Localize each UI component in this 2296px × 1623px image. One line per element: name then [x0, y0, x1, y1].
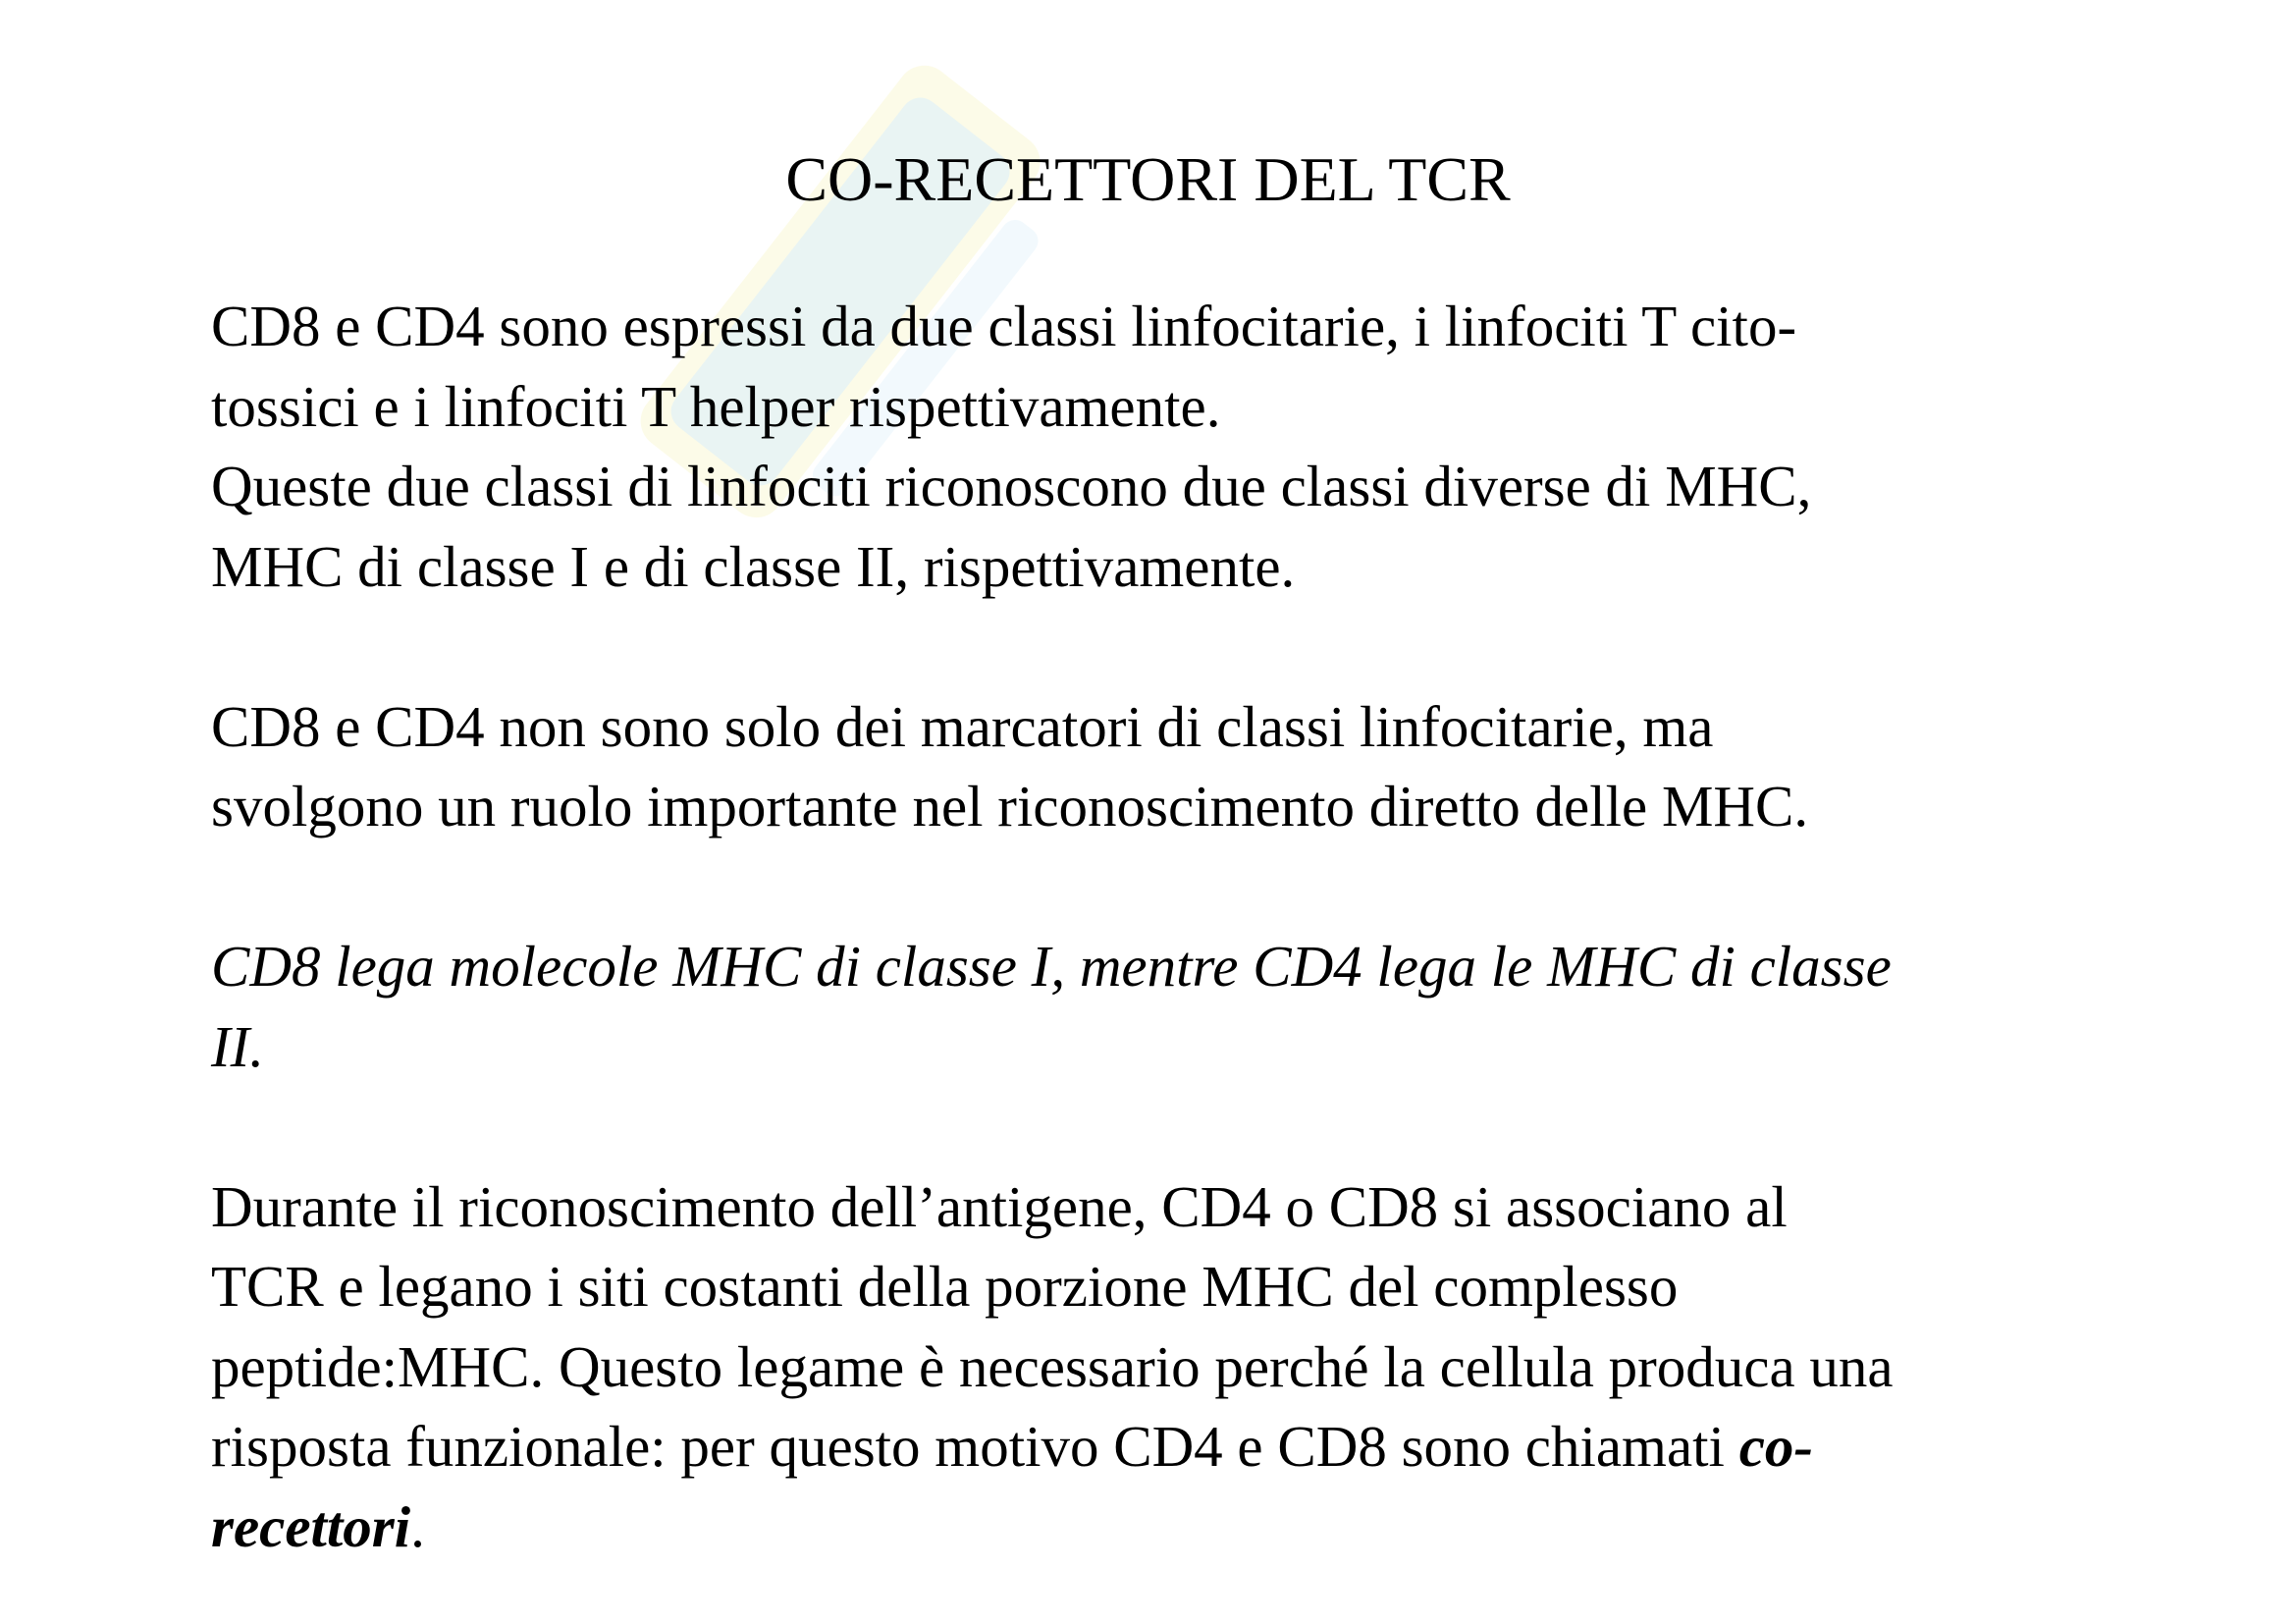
- final-period: .: [410, 1493, 425, 1559]
- document-body: [211, 287, 2184, 1567]
- paragraph-line: Queste due classi di linfociti riconoscono due classi diverse di MHC,: [211, 454, 1812, 518]
- paragraph-line: [211, 1488, 2184, 1568]
- paragraph-line: MHC di classe I e di classe II, rispettivamente.: [211, 533, 1296, 599]
- page-title: CO-RECETTORI DEL TCR: [785, 144, 1511, 214]
- paragraph-line: TCR e legano i siti costanti della porzione MHC del complesso: [211, 1254, 1679, 1319]
- paragraph-line: tossici e i linfociti T helper rispettivamente.: [211, 373, 1221, 439]
- paragraph-line: peptide:MHC. Questo legame è necessario perché la cellula produca una: [211, 1333, 1894, 1399]
- paragraph-line: [211, 1407, 2184, 1488]
- italic-line: CD8 lega molecole MHC di classe I, mentre CD4 lega le MHC di classe: [211, 934, 1892, 999]
- emphasis-term: recettori: [211, 1493, 411, 1559]
- paragraph-line: svolgono un ruolo importante nel riconoscimento diretto delle MHC.: [211, 774, 1809, 839]
- paragraph-line: CD8 e CD4 non sono solo dei marcatori di classi linfocitarie, ma: [211, 693, 1714, 759]
- italic-line: II.: [211, 1013, 265, 1079]
- paragraph-line: Durante il riconoscimento dell’antigene, CD4 o CD8 si associano al: [211, 1173, 1788, 1239]
- text-segment: risposta funzionale: per questo motivo CD4 e CD8 sono chiamati: [211, 1414, 1739, 1479]
- emphasis-term: co-: [1738, 1414, 1814, 1479]
- paragraph-line: CD8 e CD4 sono espressi da due classi linfocitarie, i linfociti T cito-: [211, 294, 1797, 358]
